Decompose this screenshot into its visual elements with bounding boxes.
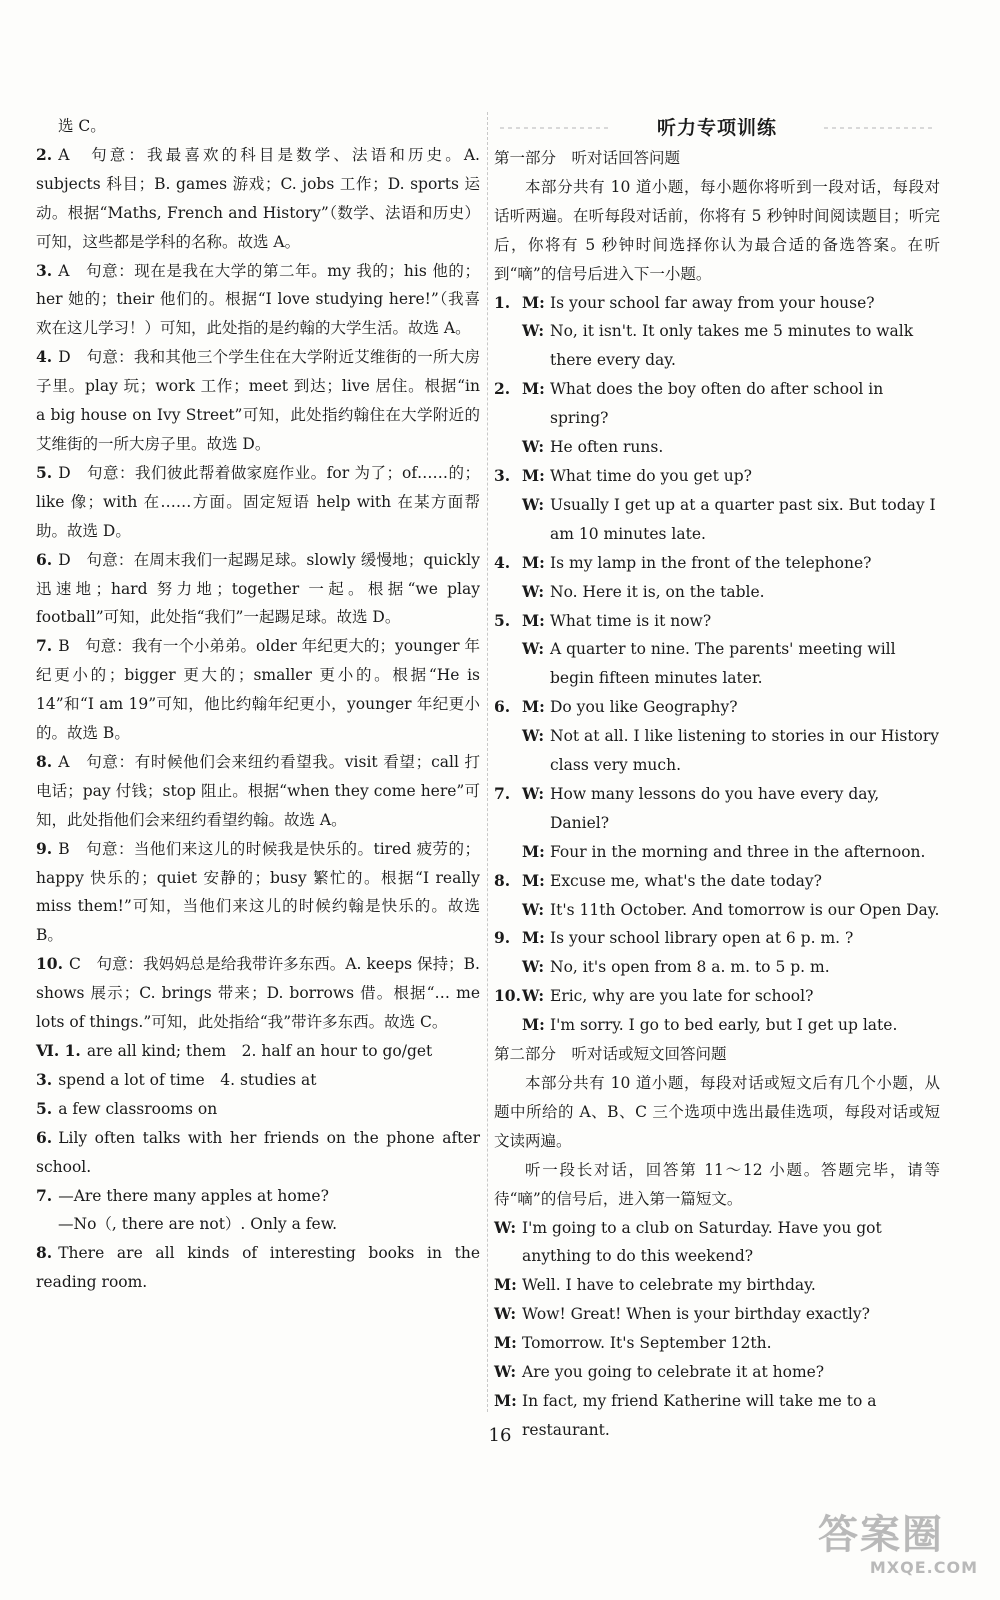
answer-item [36, 546, 480, 633]
speaker-label: W: [494, 1304, 517, 1324]
answer-item [36, 632, 480, 748]
question-number [494, 1011, 522, 1040]
speech-text: Is your school far away from your house? [550, 293, 875, 312]
item-text: A 句意：有时候他们会来纽约看望我。visit 看望；call 打电话；pay 付钱；stop 阻止。根据“when they come here”可知，此处指他们会来纽约看望约翰。故选 A。 [36, 752, 480, 829]
item-text: a few classrooms on [58, 1099, 218, 1118]
question-number: 1. [494, 292, 511, 312]
speaker-label: W: [522, 437, 545, 457]
dialog-line [494, 578, 940, 607]
dialog-line [494, 635, 940, 693]
part2-title: 第二部分 听对话或短文回答问题 [494, 1045, 727, 1064]
question-number [494, 578, 522, 607]
speech-text: It's 11th October. And tomorrow is our Open Day. [550, 900, 940, 919]
question-number [494, 635, 522, 693]
item-number: 5. [36, 1098, 53, 1118]
dialog-line [494, 693, 940, 722]
answer-item [36, 1210, 480, 1239]
speech-text: Usually I get up at a quarter past six. But today I am 10 minutes late. [550, 495, 936, 543]
question-number [494, 838, 522, 867]
dialog-line [494, 838, 940, 867]
answer-item [36, 1182, 480, 1211]
speech-text: I'm sorry. I go to bed early, but I get up late. [550, 1016, 898, 1035]
speech-text: Well. I have to celebrate my birthday. [522, 1276, 816, 1295]
question-number [494, 491, 522, 549]
item-text: There are all kinds of interesting books in the reading room. [36, 1244, 480, 1292]
dialog-line [494, 433, 940, 462]
question-number: 8. [494, 870, 511, 890]
item-number: 6. [36, 549, 53, 569]
dialog-line [494, 1214, 940, 1272]
item-number: 5. [36, 462, 53, 482]
answer-item [36, 748, 480, 835]
speaker-label: M: [522, 379, 545, 399]
dialog-line [494, 549, 940, 578]
dialog-line [494, 491, 940, 549]
speaker-label: M: [494, 1333, 517, 1353]
dialog-line [494, 896, 940, 925]
dialog-line [494, 375, 940, 433]
speech-text: I'm going to a club on Saturday. Have you got anything to do this weekend? [522, 1218, 882, 1266]
item-number: 7. [36, 1185, 53, 1205]
speech-text: No, it isn't. It only takes me 5 minutes to walk there every day. [550, 322, 914, 370]
speaker-label: M: [522, 465, 545, 485]
question-number: 4. [494, 552, 511, 572]
item-text: B 句意：我有一个小弟弟。older 年纪更大的；younger 年纪更小的；bigger 更大的；smaller 更小的。根据“He is 14”和“I am 19”可知，他比约翰年纪更小，younger 年纪更小的。故选 B。 [36, 637, 480, 743]
speech-text: No, it's open from 8 a. m. to 5 p. m. [550, 958, 830, 977]
answer-item [36, 1095, 480, 1124]
dialog-line [494, 607, 940, 636]
speaker-label: W: [522, 899, 545, 919]
speaker-label: M: [522, 697, 545, 717]
item-text: D 句意：在周末我们一起踢足球。slowly 缓慢地；quickly 迅速地；hard 努力地；together 一起。根据“we play football”可知，此处指“我们”一起踢足球。故选 D。 [36, 550, 480, 627]
long-dialog [494, 1214, 940, 1445]
speech-text: Tomorrow. It's September 12th. [522, 1334, 772, 1353]
question-number [494, 433, 522, 462]
question-number: 9. [494, 928, 511, 948]
speaker-label: W: [522, 726, 545, 746]
question-number: 7. [494, 783, 511, 803]
dialog-line [494, 924, 940, 953]
speech-text: What time do you get up? [550, 466, 752, 485]
answer-item [36, 1037, 480, 1066]
dialog-line [494, 780, 940, 838]
speaker-label: W: [522, 321, 545, 341]
dialog-line [494, 317, 940, 375]
speaker-label: W: [522, 494, 545, 514]
speech-text: Wow! Great! When is your birthday exactly? [522, 1305, 870, 1324]
answer-item [36, 343, 480, 459]
speaker-label: W: [522, 581, 545, 601]
speech-text: What does the boy often do after school in spring? [550, 380, 884, 428]
dialog-line [494, 1358, 940, 1387]
item-text: D 句意：我们彼此帮着做家庭作业。for 为了；of……的；like 像；with 在……方面。固定短语 help with 在某方面帮助。故选 D。 [36, 463, 480, 540]
item-number: 8. [36, 1243, 53, 1263]
question-number [494, 896, 522, 925]
question-number: 3. [494, 465, 511, 485]
speaker-label: M: [522, 292, 545, 312]
speech-text: No. Here it is, on the table. [550, 582, 765, 601]
speaker-label: W: [522, 957, 545, 977]
question-number [494, 953, 522, 982]
speech-text: Eric, why are you late for school? [550, 987, 814, 1006]
item-number: 4. [36, 347, 53, 367]
item-text: A 句意：现在是我在大学的第二年。my 我的；his 他的；her 她的；their 他们的。根据“I love studying here!”（我喜欢在这儿学习！）可知，此处指的是约翰的大学生活。故选 A。 [36, 261, 480, 338]
item-text: B 句意：当他们来这儿的时候我是快乐的。tired 疲劳的；happy 快乐的；quiet 安静的；busy 繁忙的。根据“I really miss them!”可知，当他们来这儿的时候约翰是快乐的。故选 B。 [36, 839, 480, 945]
speech-text: How many lessons do you have every day, Daniel? [550, 784, 880, 832]
speech-text: In fact, my friend Katherine will take me to a restaurant. [522, 1391, 877, 1439]
answer-item [36, 459, 480, 546]
speaker-label: M: [522, 610, 545, 630]
part2-intro: 本部分共有 10 道小题，每段对话或短文后有几个小题，从题中所给的 A、B、C 三个选项中选出最佳选项，每段对话或短文读两遍。 [494, 1074, 940, 1150]
right-column [494, 112, 940, 1445]
item-text: are all kind; them 2. half an hour to go/get [86, 1042, 433, 1060]
item-number: 3. [36, 260, 53, 280]
speaker-label: W: [494, 1362, 517, 1382]
item-text: Lily often talks with her friends on the phone after school. [36, 1128, 480, 1176]
speech-text: A quarter to nine. The parents' meeting will begin fifteen minutes later. [550, 640, 896, 688]
answer-item [36, 1124, 480, 1182]
speaker-label: M: [522, 841, 545, 861]
item-text: —Are there many apples at home? [58, 1186, 329, 1205]
item-number: Ⅵ. 1. [36, 1041, 81, 1060]
speaker-label: M: [522, 552, 545, 572]
item-text: —No（, there are not）. Only a few. [58, 1215, 338, 1234]
item-text: D 句意：我和其他三个学生住在大学附近艾维街的一所大房子里。play 玩；work 工作；meet 到达；live 居住。根据“in a big house on Ivy Street”可知，此处指约翰住在大学附近的艾维街的一所大房子里。故选 D。 [36, 348, 480, 453]
answer-item [36, 950, 480, 1037]
item-text: 选 C。 [58, 117, 106, 135]
speech-text: Do you like Geography? [550, 698, 738, 717]
dialog-line [494, 289, 940, 318]
item-text: C 句意：我妈妈总是给我带许多东西。A. keeps 保持；B. shows 展示；C. brings 带来；D. borrows 借。根据“… me lots of things.”可知，此处指给“我”带许多东西。故选 C。 [36, 955, 480, 1032]
item-number: 8. [36, 751, 53, 771]
watermark-logo [818, 1512, 978, 1582]
dialog-line [494, 722, 940, 780]
answer-item [36, 112, 480, 141]
answer-item [36, 141, 480, 257]
left-column [36, 112, 480, 1297]
dialog-line [494, 1271, 940, 1300]
speaker-label: W: [522, 783, 545, 803]
item-number: 2. [36, 144, 53, 164]
speech-text: He often runs. [550, 438, 664, 457]
answer-item [36, 257, 480, 344]
page-number: 16 [488, 1425, 512, 1446]
speech-text: Are you going to celebrate it at home? [522, 1363, 825, 1382]
speech-text: Is my lamp in the front of the telephone? [550, 553, 872, 572]
watermark-url: MXQE.COM [869, 1558, 978, 1577]
dialog-line [494, 867, 940, 896]
item-number: 7. [36, 636, 53, 656]
question-number [494, 722, 522, 780]
speech-text: What time is it now? [550, 611, 712, 630]
question-number [494, 317, 522, 375]
question-number: 6. [494, 697, 511, 717]
speaker-label: M: [522, 870, 545, 890]
item-number: 9. [36, 838, 53, 858]
question-number: 2. [494, 379, 511, 399]
dialog-line [494, 982, 940, 1011]
part1-intro: 本部分共有 10 道小题，每小题你将听到一段对话，每段对话听两遍。在听每段对话前，你将有 5 秒钟时间阅读题目；听完后，你将有 5 秒钟时间选择你认为最合适的备选答案。在听到“嘀”的信号后进入下一小题。 [494, 177, 940, 283]
dialog-line [494, 1011, 940, 1040]
speaker-label: M: [522, 928, 545, 948]
column-divider [487, 112, 488, 1412]
speaker-label: M: [494, 1390, 517, 1410]
dialog-line [494, 953, 940, 982]
speech-text: Excuse me, what's the date today? [550, 871, 822, 890]
answer-item [36, 1066, 480, 1095]
speaker-label: M: [494, 1275, 517, 1295]
answer-item [36, 835, 480, 951]
question-number: 5. [494, 610, 511, 630]
dialog-line [494, 462, 940, 491]
question-number: 10. [494, 986, 521, 1006]
speaker-label: M: [522, 1015, 545, 1035]
speaker-label: W: [522, 639, 545, 659]
item-number: 3. [36, 1069, 53, 1089]
speaker-label: W: [522, 986, 545, 1006]
speech-text: Not at all. I like listening to stories in our History class very much. [550, 727, 940, 775]
item-number: 6. [36, 1127, 53, 1147]
speech-text: Four in the morning and three in the afternoon. [550, 842, 926, 861]
dialog-line [494, 1300, 940, 1329]
dialog-list [494, 289, 940, 1041]
dialog-line [494, 1329, 940, 1358]
section-title: 听力专项训练 [494, 112, 940, 144]
item-text: A 句意：我最喜欢的科目是数学、法语和历史。A. subjects 科目；B. games 游戏；C. jobs 工作；D. sports 运动。根据“Maths, French and History”（数学、法语和历史）可知，这些都是学科的名称。故选 A。 [36, 145, 480, 251]
part1-title: 第一部分 听对话回答问题 [494, 149, 681, 167]
item-number: 10. [36, 954, 63, 974]
watermark-text: 答案圈 [818, 1512, 944, 1558]
part2-subintro: 听一段长对话，回答第 11～12 小题。答题完毕，请等待“嘀”的信号后，进入第一篇短文。 [494, 1160, 940, 1208]
answer-item [36, 1239, 480, 1297]
item-text: spend a lot of time 4. studies at [58, 1070, 317, 1089]
speaker-label: W: [494, 1217, 517, 1237]
speech-text: Is your school library open at 6 p. m. ? [550, 929, 854, 948]
